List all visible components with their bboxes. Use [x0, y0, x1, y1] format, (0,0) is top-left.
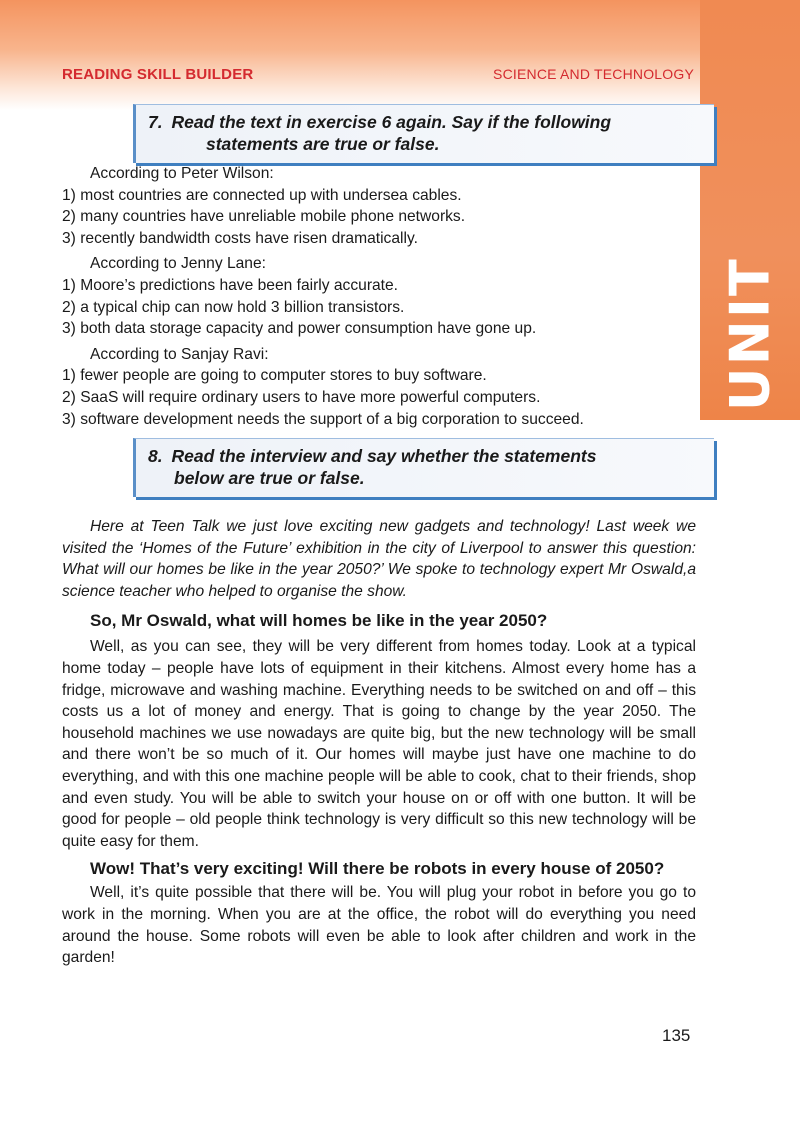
list-item: 3) recently bandwidth costs have risen dramatically.	[62, 229, 418, 247]
list-item: 3) both data storage capacity and power consumption have gone up.	[62, 320, 537, 338]
group-heading: According to Jenny Lane:	[90, 255, 266, 273]
task-7-box	[133, 104, 714, 163]
unit-number: 5	[718, 423, 782, 463]
task-8-line1: Read the interview and say whether the statements	[171, 446, 597, 466]
list-item: 1) most countries are connected up with undersea cables.	[62, 186, 462, 204]
task-7-number: 7.	[148, 112, 163, 132]
list-item: 2) many countries have unreliable mobile phone networks.	[62, 208, 466, 226]
list-item: 2) SaaS will require ordinary users to have more powerful computers.	[62, 388, 541, 406]
unit-label	[719, 257, 782, 463]
list-item: 1) Moore’s predictions have been fairly accurate.	[62, 276, 399, 294]
section-title-right: SCIENCE AND TECHNOLOGY	[493, 66, 694, 82]
header-band	[0, 0, 800, 110]
intro-paragraph: Here at Teen Talk we just love exciting new gadgets and technology! Last week we visited the ‘Homes of the Future’ exhibition in the city of Liverpool to answer this question: What will our homes be like in the year 2050?’ We spoke to technology expert Mr Oswald,a science teacher who helped to organise the show.	[62, 518, 696, 600]
task-8-box	[133, 438, 714, 497]
group-heading: According to Peter Wilson:	[90, 165, 274, 182]
page-number: 135	[662, 1026, 691, 1045]
interview-answer-1: Well, as you can see, they will be very different from homes today. Look at a typical home today – people have lots of equipment in their kitchens. Almost every home has a fridge, microwave and washing machine. Everything needs to be switched on and off – this costs us a lot of money and energy. That is going to change by the year 2050. The household machines we use nowadays are quite big, but the new technology will be small and there won’t be so much of it. Our homes will maybe just have one machine to do everything, and with this one machine people will be able to cook, chat to their friends, shop and even study. You will be able to switch your house on or off with one button. It will be good for people – old people think technology is very difficult so this new technology will be quite easy for them.	[62, 638, 696, 850]
interview-text	[62, 516, 696, 969]
statements-list	[62, 163, 696, 430]
task-7-line2: statements are true or false.	[206, 134, 440, 154]
task-8-line2: below are true or false.	[174, 468, 365, 488]
list-item: 2) a typical chip can now hold 3 billion transistors.	[62, 298, 405, 316]
interview-question-2: Wow! That’s very exciting! Will there be robots in every house of 2050?	[90, 859, 665, 879]
section-title-left: READING SKILL BUILDER	[62, 66, 254, 83]
list-item: 1) fewer people are going to computer stores to buy software.	[62, 367, 487, 385]
interview-answer-2: Well, it’s quite possible that there will be. You will plug your robot in before you go to work in the morning. When you are at the office, the robot will do everything you need around the house. Some robots will even be able to look after children and work in the garden!	[62, 884, 696, 967]
interview-question-1: So, Mr Oswald, what will homes be like in the year 2050?	[90, 611, 548, 631]
task-8-number: 8.	[148, 446, 163, 466]
group-heading: According to Sanjay Ravi:	[90, 345, 269, 363]
unit-word: UNIT	[718, 257, 782, 412]
list-item: 3) software development needs the support of a big corporation to succeed.	[62, 410, 584, 428]
task-7-line1: Read the text in exercise 6 again. Say if the following	[171, 112, 612, 132]
